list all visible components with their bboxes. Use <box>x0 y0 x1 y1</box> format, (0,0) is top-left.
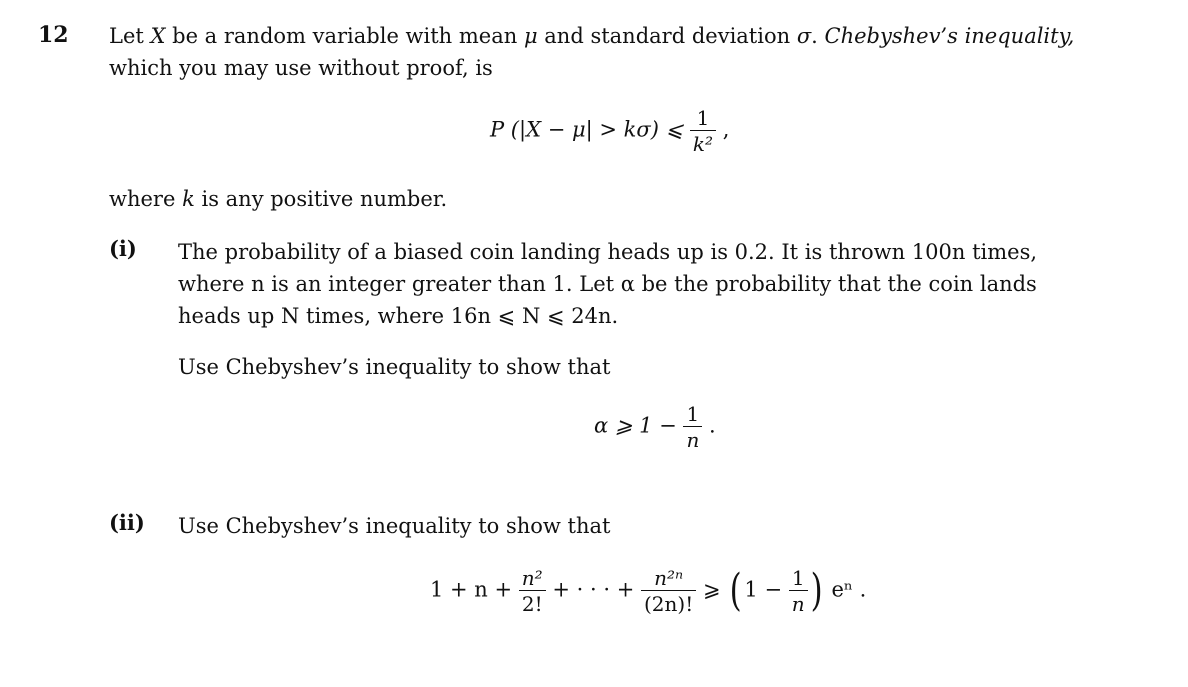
where-text-b: is any positive number. <box>194 187 448 211</box>
result-period: . <box>709 413 716 438</box>
exponential-term: eⁿ . <box>831 577 867 602</box>
inequality-denominator: k² <box>692 132 713 156</box>
chebyshev-term: Chebyshev’s inequality, <box>824 24 1075 48</box>
series-fraction-2-denominator: (2n)! <box>644 592 694 616</box>
part-ii-label: (ii) <box>109 510 145 535</box>
inequality-comma: , <box>722 117 730 142</box>
intro-line-2: which you may use without proof, is <box>109 56 493 80</box>
intro-text-d: . <box>811 24 825 48</box>
series-fraction-1-denominator: 2! <box>521 592 543 616</box>
part-i-result <box>594 404 716 450</box>
close-paren: ) <box>810 565 823 616</box>
result-fraction <box>683 404 702 450</box>
series-start: 1 + n + <box>430 577 513 602</box>
paren-fraction-denominator: n <box>791 592 805 616</box>
var-sigma: σ <box>796 24 812 48</box>
paren-fraction <box>789 568 808 614</box>
result-numerator: 1 <box>683 404 702 427</box>
series-fraction-1 <box>519 568 546 614</box>
part-i-line-3: heads up N times, where 16n ⩽ N ⩽ 24n. <box>178 304 619 328</box>
paren-fraction-numerator: 1 <box>789 568 808 591</box>
inequality-fraction <box>690 108 716 154</box>
intro-text-a: Let <box>109 24 151 48</box>
var-x: X <box>150 24 166 48</box>
result-lhs: α ⩾ 1 − <box>594 413 677 438</box>
question-number: 12 <box>38 22 69 48</box>
intro-text-c: and standard deviation <box>537 24 797 48</box>
series-fraction-2 <box>641 568 696 614</box>
series-ellipsis: + · · · + <box>552 577 635 602</box>
part-ii-inequality <box>430 565 867 616</box>
intro-line-1 <box>109 20 1074 52</box>
inequality-numerator: 1 <box>690 108 716 131</box>
part-ii-instruction: Use Chebyshev’s inequality to show that <box>178 514 611 538</box>
where-text-a: where <box>109 187 183 211</box>
part-i-line-1: The probability of a biased coin landing heads up is 0.2. It is thrown 100n times, <box>178 240 1038 264</box>
series-fraction-1-numerator: n² <box>519 568 546 591</box>
part-i-label: (i) <box>109 236 137 261</box>
part-i-instruction: Use Chebyshev’s inequality to show that <box>178 355 611 379</box>
paren-inner: 1 − <box>744 577 783 602</box>
where-line <box>109 183 447 215</box>
chebyshev-inequality <box>490 108 729 154</box>
part-i-line-2: where n is an integer greater than 1. Let α be the probability that the coin lands <box>178 272 1037 296</box>
relation-symbol: ⩾ <box>702 577 721 602</box>
var-k: k <box>182 187 195 211</box>
inequality-lhs: P (|X − μ| > kσ) ⩽ <box>490 117 684 142</box>
series-fraction-2-numerator: n²ⁿ <box>641 568 696 591</box>
var-mu: μ <box>523 24 538 48</box>
intro-text-b: be a random variable with mean <box>165 24 524 48</box>
result-denominator: n <box>686 428 700 452</box>
open-paren: ( <box>729 565 742 616</box>
